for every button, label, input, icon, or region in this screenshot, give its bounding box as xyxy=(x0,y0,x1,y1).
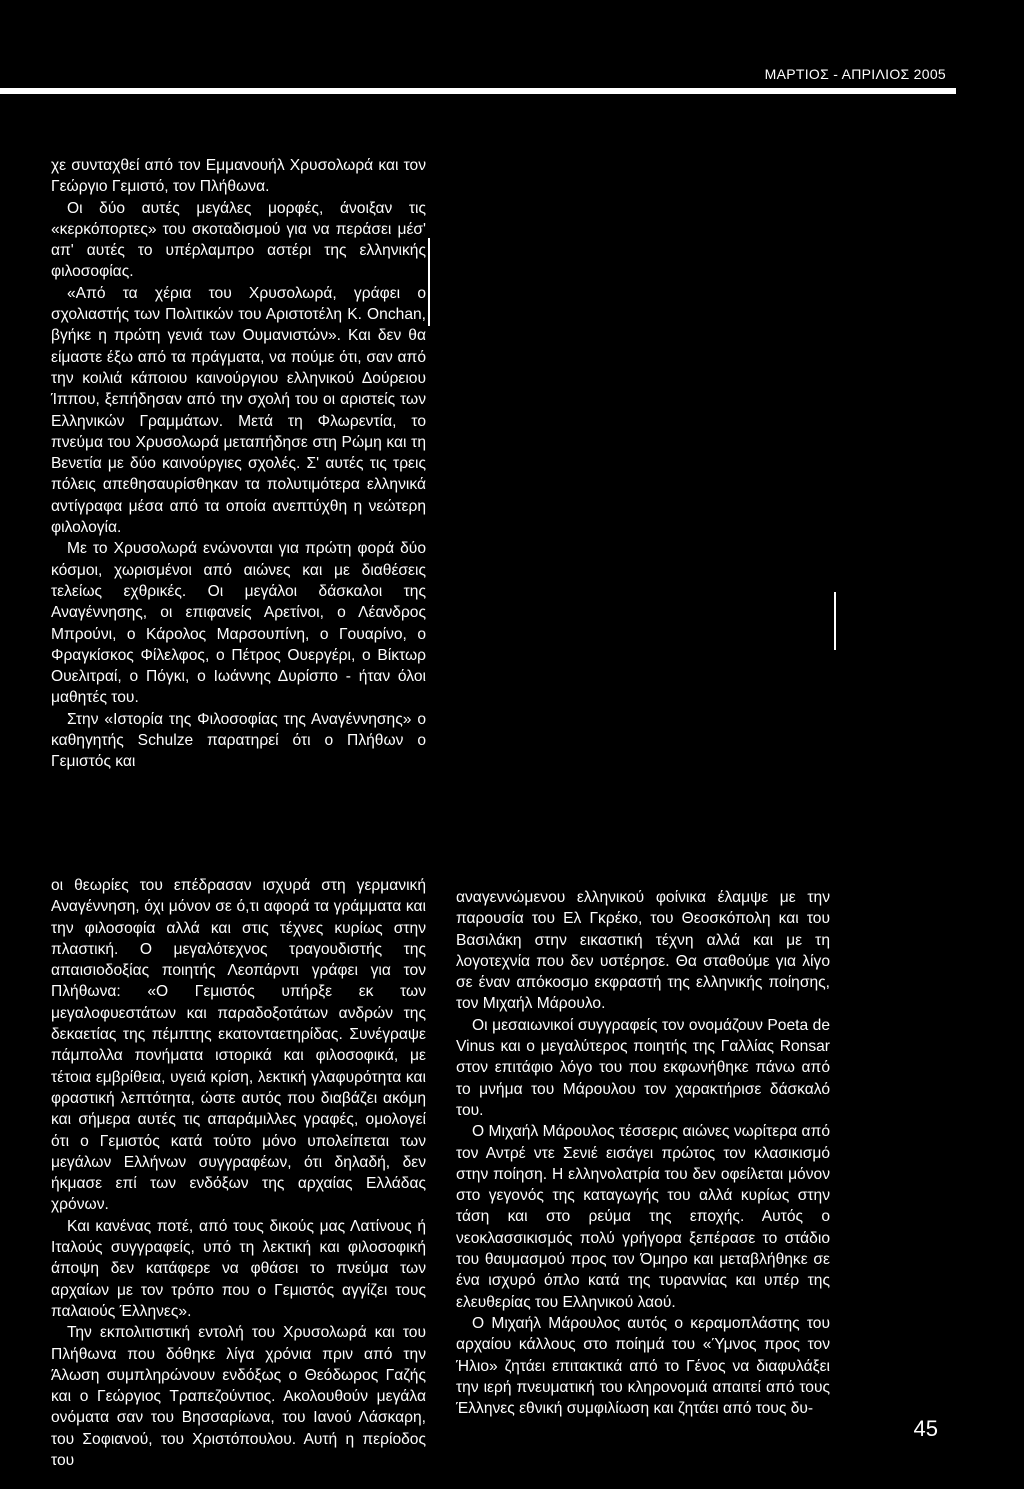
paragraph: οι θεωρίες του επέδρασαν ισχυρά στη γερμανική Αναγέννηση, όχι μόνον σε ό,τι αφορά τα γράμματα και την φιλοσοφία αλλά και στις τέχνες κυρίως στην πλαστική. Ο μεγαλότεχνος τραγουδιστής της απαισιοδοξίας ποιητής Λεοπάρντι γράφει για τον Πλήθωνα: «Ο Γεμιστός υπήρξε εκ των μεγαλοφυεστάτων και παραδοξοτάτων ανδρών της δεκαετίας της πέμπτης εκατονταετηρίδας. Συνέγραψε πάμπολλα πονήματα ιστορικά και φιλοσοφικά, με τέτοια εμβρίθεια, υγειά κρίση, λεκτική γλαφυρότητα και φραστική λεπτότητα, ώστε αυτός που διαβάζει ακόμη και σήμερα αυτές τις απαράμιλλες γραφές, ομολογεί ότι ο Γεμιστός κατά τούτο μόνο υπολείπεται των μεγάλων Ελλήνων συγγραφέων, ότι δηλαδή, δεν ήκμασε επί των ενδόξων της αρχαίας Ελλάδας χρόνων. xyxy=(51,877,426,1214)
paragraph: Με το Χρυσολωρά ενώνονται για πρώτη φορά δύο κόσμοι, χωρισμένοι από αιώνες και με διαθέσεις τελείως εχθρικές. Οι μεγάλοι δάσκαλοι της Αναγέννησης, οι επιφανείς Αρετίνοι, ο Λέανδρος Μπρούνι, ο Κάρολος Μαρσουπίνη, ο Γουαρίνο, ο Φραγκίσκος Φίλελφος, ο Πέτρος Ουεργέρι, ο Βίκτωρ Ουελιτραί, ο Πόγκι, ο Ιωάννης Δυρίσπο - ήταν όλοι μαθητές του. xyxy=(51,540,426,707)
margin-mark-left xyxy=(428,238,430,326)
paragraph: Οι δύο αυτές μεγάλες μορφές, άνοιξαν τις «κερκόπορτες» του σκοταδισμού για να περάσει μέσ' απ' αυτές το υπέρλαμπρο αστέρι της ελληνικής φιλοσοφίας. xyxy=(51,199,426,281)
paragraph: Οι μεσαιωνικοί συγγραφείς τον ονομάζουν Poeta de Vinus και ο μεγαλύτερος ποιητής της Γαλλίας Ronsar στον επιτάφιο λόγο του που εκφωνήθηκε πάνω από το μνήμα του Μάρουλου τον χαρακτήρισε δάσκαλό του. xyxy=(456,1016,830,1119)
paragraph: Ο Μιχαήλ Μάρουλος τέσσερις αιώνες νωρίτερα από τον Αντρέ ντε Σενιέ εισάγει πρώτος τον κλασικισμό στην ποίηση. Η ελληνολατρία του δεν οφείλεται μόνον στο γεγονός της καταγωγής του αλλά κυρίως στην τάση και στο ρεύμα της εποχής. Αυτός ο νεοκλασσικισμός πολύ γρήγορα ξεπέρασε το στάδιο του θαυμασμού προς τον Όμηρο και μεταβλήθηκε σε ένα ισχυρό όπλο κατά της τυραννίας και υπέρ της ελευθερίας του Ελληνικού λαού. xyxy=(456,1123,830,1311)
paragraph: Ο Μιχαήλ Μάρουλος αυτός ο κεραμοπλάστης του αρχαίου κάλλους στο ποίημά του «Ύμνος προς τον Ήλιο» ζητάει επιτακτικά από το Γένος να διαφυλάξει την ιερή πνευματική του κληρονομιά απαιτεί από τους Έλληνες εθνική συμφιλίωση και ζητάει από τους δυ- xyxy=(456,1314,830,1418)
paragraph: χε συνταχθεί από τον Εμμανουήλ Χρυσολωρά και τον Γεώργιο Γεμιστό, τον Πλήθωνα. xyxy=(51,157,426,196)
paragraph: Και κανένας ποτέ, από τους δικούς μας Λατίνους ή Ιταλούς συγγραφείς, υπό τη λεκτική και φιλοσοφική άποψη δεν κατάφερε να φθάσει το πνεύμα των αρχαίων με τον τρόπο που ο Γεμιστός αγγίζει τους παλαιούς Έλληνες». xyxy=(51,1217,426,1320)
column-1-top xyxy=(51,155,426,773)
header-rule xyxy=(0,88,956,94)
paragraph: Στην «Ιστορία της Φιλοσοφίας της Αναγέννησης» ο καθηγητής Schulze παρατηρεί ότι ο Πλήθων ο Γεμιστός και xyxy=(51,710,426,771)
paragraph: «Από τα χέρια του Χρυσολωρά, γράφει ο σχολιαστής των Πολιτικών του Αριστοτέλη Κ. Onchan, βγήκε η πρώτη γενιά των Ουμανιστών». Και δεν θα είμαστε έξω από τα πράγματα, να πούμε ότι, σαν από την κοιλιά κάποιου καινούργιου ελληνικού Δούρειου Ίππου, ξεπήδησαν από την σχολή του οι αριστείς των Ελληνικών Γραμμάτων. Μετά τη Φλωρεντία, το πνεύμα του Χρυσολωρά μεταπήδησε στη Ρώμη και τη Βενετία με δύο καινούργιες σχολές. Σ' αυτές τις τρεις πόλεις απεθησαυρίσθηκαν τα πολυτιμότερα ελληνικά αντίγραφα μέσα από τα οποία ανεπτύχθη η νεώτερη φιλολογία. xyxy=(51,284,426,537)
column-1-bottom xyxy=(51,875,426,1471)
margin-mark-right xyxy=(834,592,836,650)
column-2 xyxy=(456,887,830,1419)
page-number: 45 xyxy=(913,1416,938,1441)
paragraph: αναγεννώμενου ελληνικού φοίνικα έλαμψε με την παρουσία του Ελ Γκρέκο, του Θεοσκόπολη και του Βασιλάκη στην εικαστική τέχνη αλλά και με τη λογοτεχνία που δεν υστέρησε. Θα σταθούμε για λίγο σε έναν απόκοσμο εκφραστή της ελληνικής ποίησης, τον Μιχαήλ Μάρουλο. xyxy=(456,889,830,1013)
running-header: ΜΑΡΤΙΟΣ - ΑΠΡΙΛΙΟΣ 2005 xyxy=(764,66,946,82)
paragraph: Την εκπολιτιστική εντολή του Χρυσολωρά και του Πλήθωνα που δόθηκε λίγα χρόνια πριν από την Άλωση συμπληρώνουν ενδόξως ο Θεόδωρος Γαζής και ο Γεώργιος Τραπεζούντιος. Ακολουθούν μεγάλα ονόματα σαν του Βησσαρίωνα, του Ιανού Λάσκαρη, του Σοφιανού, του Χριστόπουλου. Αυτή η περίοδος του xyxy=(51,1324,426,1470)
